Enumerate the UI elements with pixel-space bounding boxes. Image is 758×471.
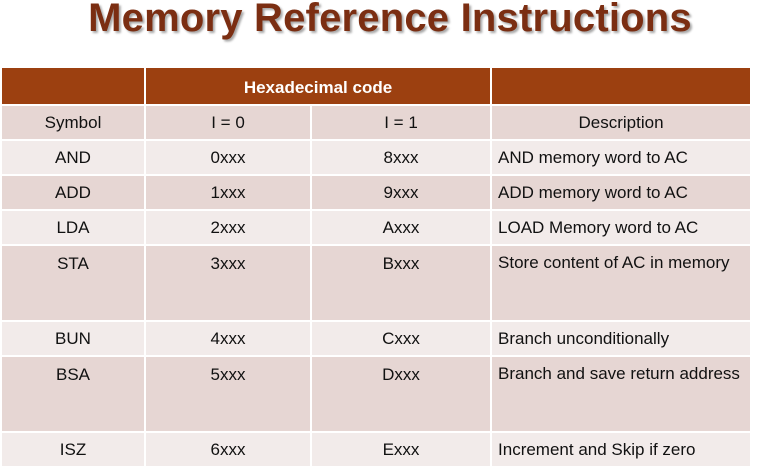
header-blank-cell bbox=[1, 67, 145, 105]
description-column-header: Description bbox=[491, 105, 751, 140]
i1-code-cell: Dxxx bbox=[311, 356, 491, 432]
symbol-cell: BUN bbox=[1, 321, 145, 356]
description-cell: LOAD Memory word to AC bbox=[491, 210, 751, 245]
table-row bbox=[1, 245, 751, 321]
i0-code-cell: 0xxx bbox=[145, 140, 311, 175]
i1-column-header: I = 1 bbox=[311, 105, 491, 140]
i0-code-cell: 5xxx bbox=[145, 356, 311, 432]
table-header-row bbox=[1, 67, 751, 105]
symbol-cell: ADD bbox=[1, 175, 145, 210]
i1-code-cell: Exxx bbox=[311, 432, 491, 467]
table-row bbox=[1, 210, 751, 245]
description-cell: Branch unconditionally bbox=[491, 321, 751, 356]
hex-code-group-header: Hexadecimal code bbox=[145, 67, 491, 105]
table-row bbox=[1, 432, 751, 467]
description-cell: AND memory word to AC bbox=[491, 140, 751, 175]
page-title: Memory Reference Instructions bbox=[88, 0, 692, 40]
i1-code-cell: Cxxx bbox=[311, 321, 491, 356]
table-row bbox=[1, 140, 751, 175]
i0-code-cell: 2xxx bbox=[145, 210, 311, 245]
header-blank-cell bbox=[491, 67, 751, 105]
i1-code-cell: Axxx bbox=[311, 210, 491, 245]
i0-code-cell: 6xxx bbox=[145, 432, 311, 467]
column-header-row bbox=[1, 105, 751, 140]
description-cell: Branch and save return address bbox=[491, 356, 751, 432]
description-cell: Increment and Skip if zero bbox=[491, 432, 751, 467]
i0-column-header: I = 0 bbox=[145, 105, 311, 140]
i0-code-cell: 1xxx bbox=[145, 175, 311, 210]
symbol-cell: AND bbox=[1, 140, 145, 175]
i0-code-cell: 4xxx bbox=[145, 321, 311, 356]
table-row bbox=[1, 321, 751, 356]
symbol-cell: LDA bbox=[1, 210, 145, 245]
i0-code-cell: 3xxx bbox=[145, 245, 311, 321]
table-row bbox=[1, 356, 751, 432]
i1-code-cell: 9xxx bbox=[311, 175, 491, 210]
symbol-cell: BSA bbox=[1, 356, 145, 432]
table-row bbox=[1, 175, 751, 210]
symbol-cell: ISZ bbox=[1, 432, 145, 467]
i1-code-cell: 8xxx bbox=[311, 140, 491, 175]
memory-reference-table bbox=[0, 66, 752, 468]
description-cell: Store content of AC in memory bbox=[491, 245, 751, 321]
i1-code-cell: Bxxx bbox=[311, 245, 491, 321]
symbol-column-header: Symbol bbox=[1, 105, 145, 140]
symbol-cell: STA bbox=[1, 245, 145, 321]
description-cell: ADD memory word to AC bbox=[491, 175, 751, 210]
